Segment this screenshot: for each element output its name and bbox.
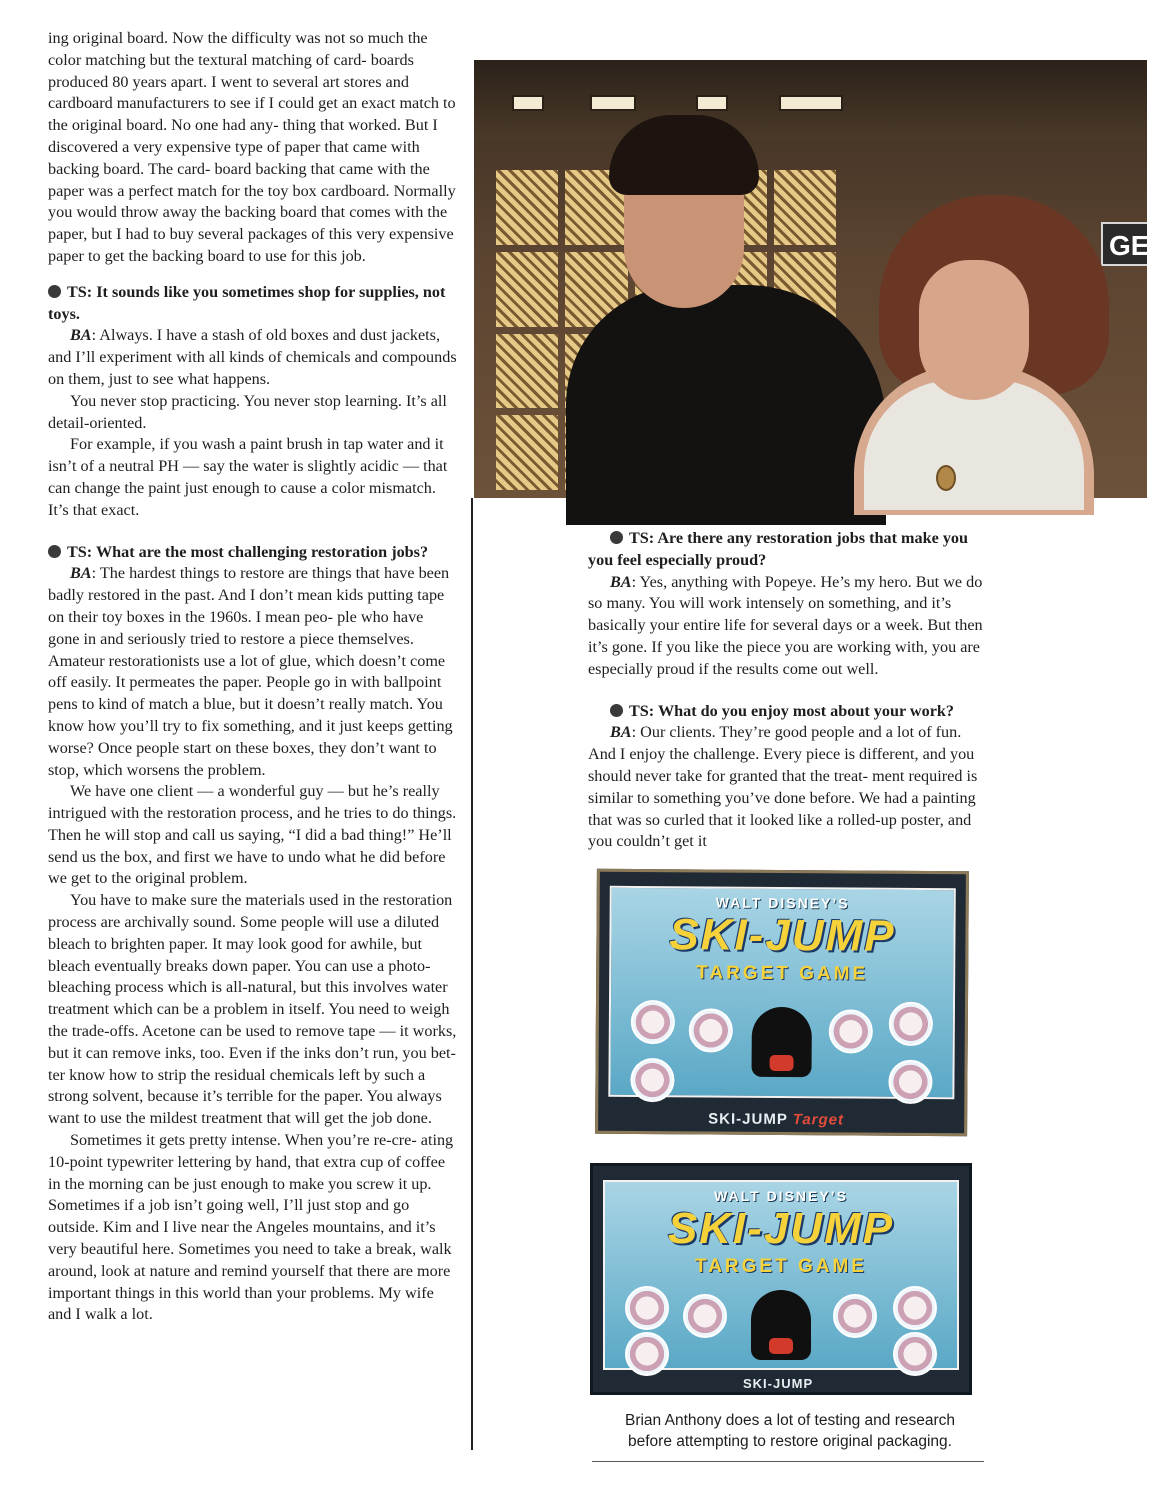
box-subtitle: TARGET GAME: [695, 1256, 867, 1277]
question-text: TS: It sounds like you sometimes shop for supplies, not toys.: [48, 282, 446, 323]
target-circle: [630, 1058, 674, 1102]
caption-line: before attempting to restore original packaging.: [628, 1433, 952, 1450]
speaker-label: BA: [70, 326, 92, 345]
panel-lamp: [590, 95, 636, 111]
woman-face: [919, 260, 1029, 400]
mickey-skier: [751, 1007, 811, 1077]
target-circle: [893, 1332, 937, 1376]
speaker-label: BA: [70, 564, 92, 583]
mickey-skier: [751, 1290, 811, 1360]
target-circle: [829, 1009, 873, 1053]
target-circle: [889, 1002, 933, 1046]
paragraph: Sometimes it gets pretty intense. When you’re re-cre- ating 10-point typewriter lettering by hand, that extra cup of coffee in the morning can be just enough to make you screw it up. Sometimes if a job isn’t going well, I’ll just stop and go outside. Kim and I live near the Angeles mountains, and it’s very beautiful here. Sometimes you need to take a break, walk around, look at nature and remind yourself that there are more important things in this world than your problems. My wife and I walk a lot.: [48, 1131, 454, 1324]
question-heading: [48, 542, 458, 564]
bullet-icon: [48, 285, 61, 298]
target-circle: [689, 1008, 733, 1052]
box-title: SKI-JUMP: [667, 1204, 895, 1253]
box-brand: WALT DISNEY’S: [714, 1188, 848, 1204]
game-box-before: [595, 869, 969, 1137]
question-heading: [48, 282, 458, 326]
man-figure: [566, 285, 886, 525]
paragraph: BA: Our clients. They’re good people and a lot of fun. And I enjoy the challenge. Every piece is different, and you should never take for granted that the treat- ment required is similar to something you’ve done before. We had a painting that was so curled that it looked like a rolled-up poster, and you couldn’t get it: [588, 723, 978, 851]
target-circle: [625, 1286, 669, 1330]
box-edge-label: SKI-JUMP Target: [708, 1110, 845, 1129]
panel-lamp: [779, 95, 843, 111]
box-lid: [608, 886, 955, 1099]
speaker-label: BA: [610, 572, 632, 591]
caption-rule: [592, 1461, 984, 1462]
wall-sign: GEN: [1101, 222, 1147, 266]
control-panel: [474, 60, 1147, 140]
box-title: SKI-JUMP: [669, 910, 896, 961]
paragraph: BA: Always. I have a stash of old boxes and dust jackets, and I’ll experiment with all kinds of chemicals and compounds on them, just to see what happens.: [48, 326, 457, 388]
question-text: TS: Are there any restoration jobs that make you you feel especially proud?: [588, 529, 969, 569]
photo-caption: [600, 1410, 980, 1452]
paragraph: BA: Yes, anything with Popeye. He’s my hero. But we do so many. You will work intensely on something, and it’s basically your entire life for several days or a week. But then it’s gone. If you like the piece you are working with, you are especially proud if the results come out well.: [588, 572, 983, 678]
box-subtitle: TARGET GAME: [696, 962, 869, 985]
column-divider: [471, 498, 473, 1450]
caption-line: Brian Anthony does a lot of testing and research: [624, 1412, 956, 1429]
question-text: TS: What do you enjoy most about your work?: [629, 701, 954, 720]
portrait-photo: [474, 60, 1170, 498]
paragraph: For example, if you wash a paint brush in tap water and it isn’t of a neutral PH — say the water is slightly acidic — that can change the paint just enough to cause a color mismatch. It’s that exact.: [48, 435, 448, 519]
bullet-icon: [48, 545, 61, 558]
game-box-after: [590, 1163, 972, 1395]
panel-lamp: [696, 95, 728, 111]
box-lid: [603, 1180, 959, 1370]
target-circle: [631, 1000, 675, 1044]
paragraph: We have one client — a wonderful guy — but he’s really intrigued with the restoration process, and he tries to do things. Then he will stop and call us saying, “I did a bad thing!” He’ll send us the box, and first we have to undo what he did before we get to the original problem.: [48, 782, 457, 888]
bullet-icon: [610, 531, 623, 544]
paragraph: You never stop practicing. You never stop learning. It’s all detail-oriented.: [48, 391, 447, 432]
paragraph: ing original board. Now the difficulty was not so much the color matching but the textural matching of card- boards produced 80 years apart. I went to several art stores and cardboard manufacturers to see if I could get an exact match to the original board. No one had any- thing that worked. But I discovered a very expensive type of paper that came with backing board. The card- board backing that came with the paper was a perfect match for the toy box cardboard. Normally you would throw away the backing board that comes with the paper, but I had to buy several packages of this very expensive paper to get the backing board to use for this job.: [48, 29, 456, 265]
target-circle: [833, 1294, 877, 1338]
speaker-label: BA: [610, 723, 632, 742]
bullet-icon: [610, 704, 623, 717]
target-circle: [893, 1286, 937, 1330]
pendant: [936, 465, 956, 491]
panel-lamp: [512, 95, 544, 111]
paragraph: You have to make sure the materials used in the restoration process are archivally sound. Some people will use a diluted bleach to brighten paper. It may look good for awhile, but bleach eventually breaks down paper. You can use a photo-bleaching process which is all-natural, but this involves water treatment which can be a problem in itself. You need to weigh the trade-offs. Acetone can be used to remove tape — it works, but it can remove inks, too. Even if the inks don’t run, you bet- ter know how to strip the residual chemicals left by such a strong solvent, because it’s terrible for the paper. You always want to use the mildest treatment that will get the job done.: [48, 891, 457, 1128]
left-column: [48, 28, 458, 1326]
question-heading: [588, 701, 988, 723]
target-circle: [888, 1060, 932, 1104]
question-heading: [588, 528, 988, 572]
paragraph: BA: The hardest things to restore are things that have been badly restored in the past. And I don’t mean kids putting tape on their toy boxes in the 1960s. I mean peo- ple who have gone in and seriously tried to restore a piece themselves. Amateur restorationists use a lot of glue, which doesn’t come off easily. It permeates the paper. People go in with ballpoint pens to kind of match a blue, but it doesn’t really match. You know how you’ll try to fix something, and it just keeps getting worse? Once people start on these boxes, they don’t want to stop, which worsens the problem.: [48, 564, 453, 779]
right-column: [588, 528, 988, 853]
box-edge-label: SKI-JUMP: [743, 1376, 814, 1391]
box-brand: WALT DISNEY’S: [715, 894, 850, 912]
target-circle: [625, 1332, 669, 1376]
target-circle: [683, 1294, 727, 1338]
question-text: TS: What are the most challenging restoration jobs?: [67, 542, 429, 561]
